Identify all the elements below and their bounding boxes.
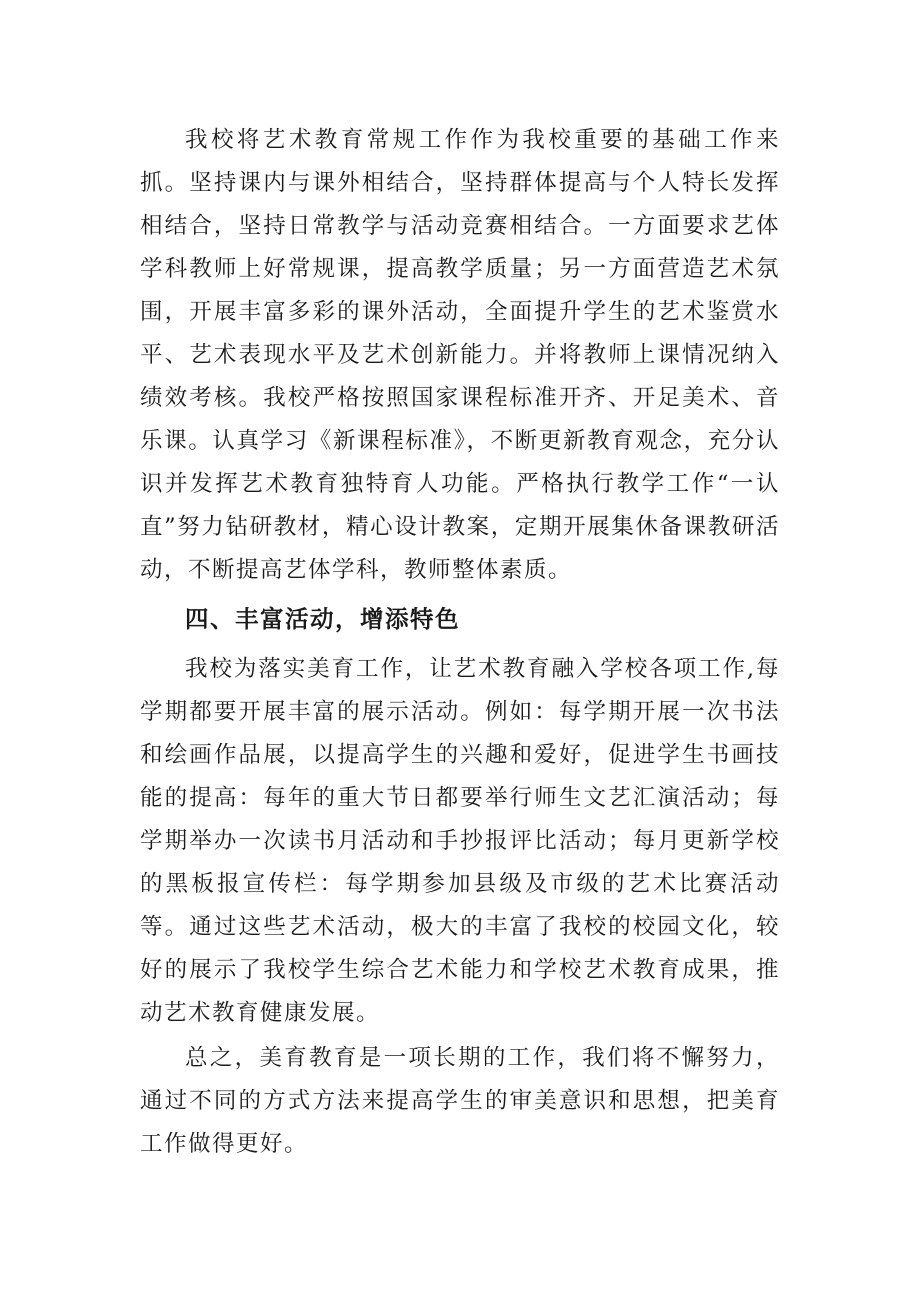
- paragraph-conclusion: 总之，美育教育是一项长期的工作，我们将不懈努力，通过不同的方式方法来提高学生的审美意识和思想，把美育工作做得更好。: [140, 1045, 780, 1157]
- paragraph-art-education-routine: 我校将艺术教育常规工作作为我校重要的基础工作来抓。坚持课内与课外相结合，坚持群体提高与个人特长发挥相结合，坚持日常教学与活动竞赛相结合。一方面要求艺体学科教师上好常规课，提高教学质量；另一方面营造艺术氛围，开展丰富多彩的课外活动，全面提升学生的艺术鉴赏水平、艺术表现水平及艺术创新能力。并将教师上课情况纳入绩效考核。我校严格按照国家课程标准开齐、开足美术、音乐课。认真学习《新课程标准》，不断更新教育观念，充分认识并发挥艺术教育独特育人功能。严格执行教学工作“一认直”努力钻研教材，精心设计教案，定期开展集休备课教研活动，不断提高艺体学科，教师整体素质。: [140, 127, 780, 583]
- paragraph-activities: 我校为落实美育工作，让艺术教育融入学校各项工作,每学期都要开展丰富的展示活动。例如：每学期开展一次书法和绘画作品展，以提高学生的兴趣和爱好，促进学生书画技能的提高：每年的重大节日都要举行师生文艺汇演活动；每学期举办一次读书月活动和手抄报评比活动；每月更新学校的黑板报宣传栏：每学期参加县级及市级的艺术比赛活动等。通过这些艺术活动，极大的丰富了我校的校园文化，较好的展示了我校学生综合艺术能力和学校艺术教育成果，推动艺术教育健康发展。: [140, 656, 780, 1026]
- section-heading-activities: 四、丰富活动，增添特色: [185, 605, 460, 633]
